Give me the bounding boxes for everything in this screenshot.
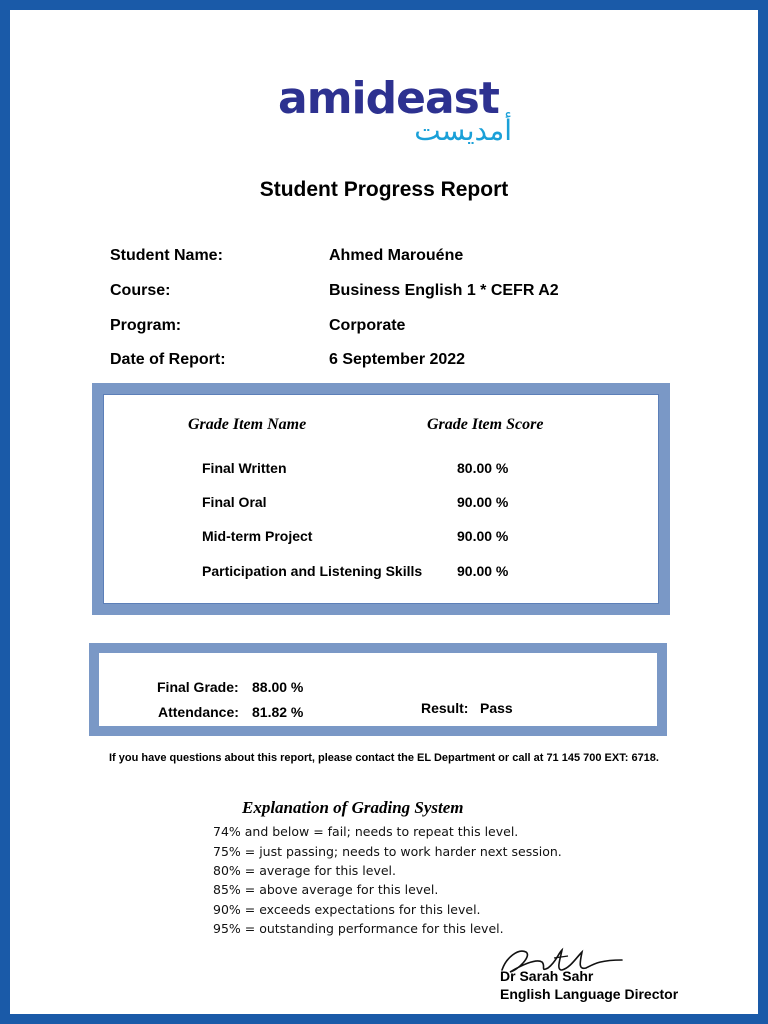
info-label: Student Name: <box>110 247 223 264</box>
grade-item-score: 80.00 % <box>457 460 509 476</box>
logo-english-text: amideast <box>278 73 499 124</box>
grade-item-score: 90.00 % <box>457 528 509 544</box>
attendance-label: Attendance: <box>158 704 239 720</box>
grade-item-score-header: Grade Item Score <box>427 416 544 433</box>
grading-explanation-title: Explanation of Grading System <box>242 798 464 817</box>
grade-item-name: Participation and Listening Skills <box>202 563 423 579</box>
signatory-title: English Language Director <box>500 986 679 1002</box>
summary-box <box>89 643 667 736</box>
page-title: Student Progress Report <box>259 178 509 201</box>
grade-item-name: Mid-term Project <box>202 528 313 544</box>
info-value: Ahmed Marouéne <box>329 247 464 264</box>
info-label: Date of Report: <box>110 351 226 368</box>
grading-line: 90% = exceeds expectations for this level. <box>213 902 481 917</box>
info-value: Corporate <box>329 317 406 334</box>
grading-line: 75% = just passing; needs to work harder next session. <box>213 844 562 859</box>
grading-line: 74% and below = fail; needs to repeat this level. <box>213 824 519 839</box>
grading-line: 80% = average for this level. <box>213 863 396 878</box>
grade-items-box <box>92 383 670 615</box>
grade-item-score: 90.00 % <box>457 563 509 579</box>
grade-item-score: 90.00 % <box>457 494 509 510</box>
result-value: Pass <box>480 700 513 716</box>
final-grade-label: Final Grade: <box>157 679 239 695</box>
signatory-name: Dr Sarah Sahr <box>500 968 594 984</box>
info-value: Business English 1 * CEFR A2 <box>329 282 559 299</box>
final-grade-value: 88.00 % <box>252 679 304 695</box>
grading-line: 95% = outstanding performance for this level. <box>213 921 504 936</box>
amideast-logo <box>278 73 518 147</box>
attendance-value: 81.82 % <box>252 704 304 720</box>
logo-arabic-text: أمديست <box>414 114 512 147</box>
grading-line: 85% = above average for this level. <box>213 882 439 897</box>
grade-item-name-header: Grade Item Name <box>188 416 307 433</box>
info-value: 6 September 2022 <box>329 351 466 368</box>
grade-item-name: Final Oral <box>202 494 267 510</box>
info-label: Course: <box>110 282 171 299</box>
info-label: Program: <box>110 317 182 334</box>
result-label: Result: <box>421 700 469 716</box>
contact-note: If you have questions about this report, please contact the EL Department or call at 71 145 700 EXT: 6718. <box>109 752 659 764</box>
grade-item-name: Final Written <box>202 460 287 476</box>
report-page <box>10 10 758 1014</box>
